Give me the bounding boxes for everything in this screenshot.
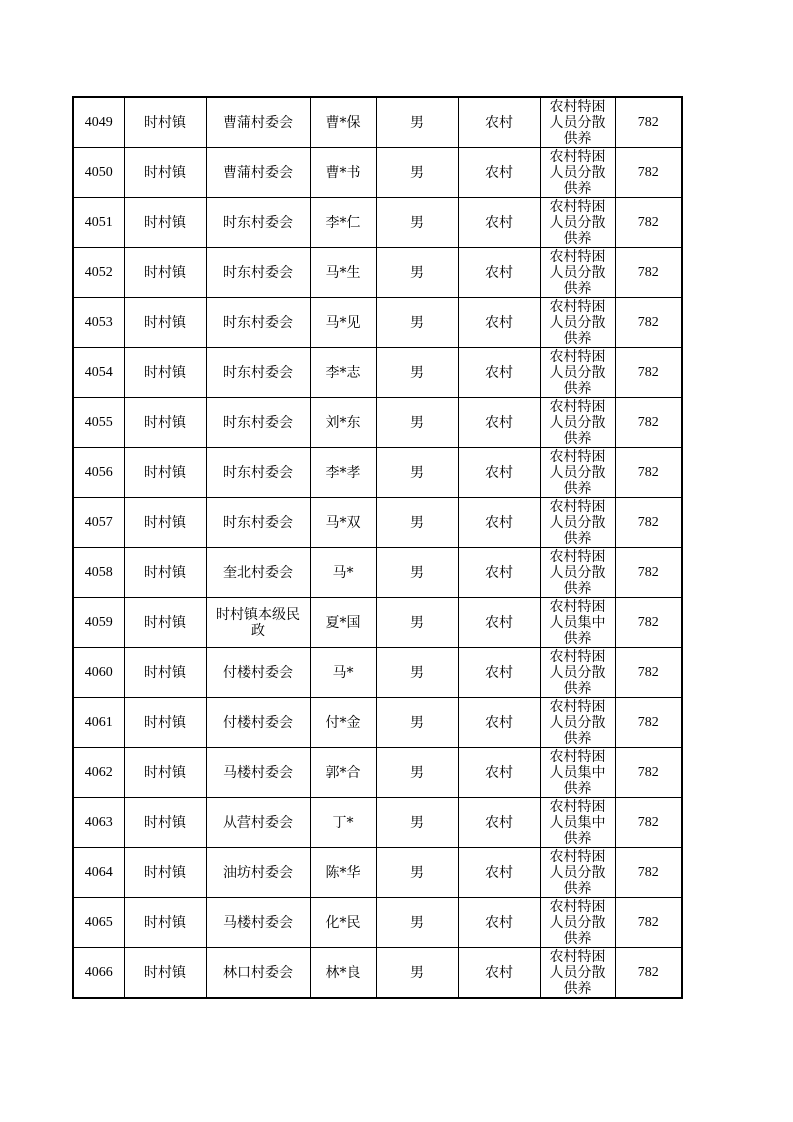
gender-cell: 男 <box>376 198 458 248</box>
support-type-cell <box>540 148 615 198</box>
area-type-cell: 农村 <box>458 598 540 648</box>
town-cell: 时村镇 <box>124 648 206 698</box>
village-committee-cell <box>206 448 310 498</box>
gender-cell: 男 <box>376 298 458 348</box>
village-committee-cell <box>206 298 310 348</box>
record-id-cell: 4052 <box>73 248 124 298</box>
support-type-cell <box>540 898 615 948</box>
person-name-cell: 马* <box>310 648 376 698</box>
village-committee-cell <box>206 898 310 948</box>
record-id-cell: 4054 <box>73 348 124 398</box>
area-type-cell: 农村 <box>458 348 540 398</box>
support-type-text: 农村特困人员分散供养 <box>549 349 606 397</box>
village-committee-text: 时东村委会 <box>223 314 293 331</box>
amount-cell: 782 <box>615 348 682 398</box>
support-type-cell <box>540 248 615 298</box>
support-type-cell <box>540 97 615 148</box>
village-committee-cell <box>206 498 310 548</box>
area-type-cell: 农村 <box>458 148 540 198</box>
table-row <box>73 848 682 898</box>
support-type-text: 农村特困人员分散供养 <box>549 449 606 497</box>
support-type-text: 农村特困人员分散供养 <box>549 149 606 197</box>
area-type-cell: 农村 <box>458 698 540 748</box>
village-committee-text: 时东村委会 <box>223 214 293 231</box>
support-type-cell <box>540 948 615 999</box>
town-cell: 时村镇 <box>124 848 206 898</box>
table-row <box>73 948 682 999</box>
area-type-cell: 农村 <box>458 748 540 798</box>
village-committee-cell <box>206 698 310 748</box>
support-type-cell <box>540 698 615 748</box>
table-row <box>73 798 682 848</box>
area-type-cell: 农村 <box>458 248 540 298</box>
support-type-text: 农村特困人员分散供养 <box>549 699 606 747</box>
village-committee-text: 油坊村委会 <box>223 864 293 881</box>
amount-cell: 782 <box>615 748 682 798</box>
village-committee-text: 时东村委会 <box>223 264 293 281</box>
town-cell: 时村镇 <box>124 148 206 198</box>
support-type-cell <box>540 348 615 398</box>
village-committee-text: 时东村委会 <box>223 464 293 481</box>
record-id-cell: 4049 <box>73 97 124 148</box>
town-cell: 时村镇 <box>124 748 206 798</box>
table-row <box>73 648 682 698</box>
town-cell: 时村镇 <box>124 798 206 848</box>
village-committee-cell <box>206 348 310 398</box>
recipient-table <box>72 96 683 999</box>
person-name-cell: 马*见 <box>310 298 376 348</box>
village-committee-cell <box>206 398 310 448</box>
village-committee-cell <box>206 848 310 898</box>
person-name-cell: 丁* <box>310 798 376 848</box>
gender-cell: 男 <box>376 848 458 898</box>
town-cell: 时村镇 <box>124 548 206 598</box>
table-row <box>73 898 682 948</box>
person-name-cell: 李*孝 <box>310 448 376 498</box>
table-body <box>73 97 682 998</box>
town-cell: 时村镇 <box>124 248 206 298</box>
amount-cell: 782 <box>615 498 682 548</box>
town-cell: 时村镇 <box>124 898 206 948</box>
table-row <box>73 248 682 298</box>
support-type-cell <box>540 748 615 798</box>
amount-cell: 782 <box>615 648 682 698</box>
village-committee-cell <box>206 548 310 598</box>
record-id-cell: 4055 <box>73 398 124 448</box>
record-id-cell: 4059 <box>73 598 124 648</box>
support-type-cell <box>540 598 615 648</box>
area-type-cell: 农村 <box>458 298 540 348</box>
person-name-cell: 化*民 <box>310 898 376 948</box>
village-committee-text: 曹蒲村委会 <box>223 164 293 181</box>
amount-cell: 782 <box>615 548 682 598</box>
gender-cell: 男 <box>376 97 458 148</box>
village-committee-text: 马楼村委会 <box>223 914 293 931</box>
amount-cell: 782 <box>615 948 682 999</box>
record-id-cell: 4065 <box>73 898 124 948</box>
table-row <box>73 348 682 398</box>
support-type-text: 农村特困人员集中供养 <box>549 599 606 647</box>
person-name-cell: 郭*合 <box>310 748 376 798</box>
amount-cell: 782 <box>615 148 682 198</box>
town-cell: 时村镇 <box>124 698 206 748</box>
amount-cell: 782 <box>615 248 682 298</box>
gender-cell: 男 <box>376 748 458 798</box>
person-name-cell: 林*良 <box>310 948 376 999</box>
village-committee-text: 林口村委会 <box>223 964 293 981</box>
village-committee-cell <box>206 798 310 848</box>
person-name-cell: 刘*东 <box>310 398 376 448</box>
person-name-cell: 马* <box>310 548 376 598</box>
amount-cell: 782 <box>615 398 682 448</box>
table-row <box>73 698 682 748</box>
village-committee-text: 时东村委会 <box>223 364 293 381</box>
support-type-text: 农村特困人员集中供养 <box>549 749 606 797</box>
record-id-cell: 4066 <box>73 948 124 999</box>
support-type-cell <box>540 548 615 598</box>
table-row <box>73 97 682 148</box>
support-type-cell <box>540 648 615 698</box>
amount-cell: 782 <box>615 698 682 748</box>
amount-cell: 782 <box>615 898 682 948</box>
village-committee-text: 付楼村委会 <box>223 714 293 731</box>
area-type-cell: 农村 <box>458 798 540 848</box>
table-row <box>73 598 682 648</box>
gender-cell: 男 <box>376 898 458 948</box>
record-id-cell: 4051 <box>73 198 124 248</box>
record-id-cell: 4062 <box>73 748 124 798</box>
support-type-cell <box>540 198 615 248</box>
table-row <box>73 298 682 348</box>
support-type-cell <box>540 498 615 548</box>
town-cell: 时村镇 <box>124 398 206 448</box>
support-type-text: 农村特困人员分散供养 <box>549 299 606 347</box>
amount-cell: 782 <box>615 798 682 848</box>
support-type-text: 农村特困人员分散供养 <box>549 649 606 697</box>
person-name-cell: 付*金 <box>310 698 376 748</box>
support-type-text: 农村特困人员分散供养 <box>549 99 606 147</box>
village-committee-text: 时东村委会 <box>223 514 293 531</box>
amount-cell: 782 <box>615 598 682 648</box>
village-committee-cell <box>206 948 310 999</box>
area-type-cell: 农村 <box>458 198 540 248</box>
village-committee-cell <box>206 248 310 298</box>
village-committee-cell <box>206 198 310 248</box>
support-type-cell <box>540 798 615 848</box>
record-id-cell: 4057 <box>73 498 124 548</box>
record-id-cell: 4053 <box>73 298 124 348</box>
amount-cell: 782 <box>615 848 682 898</box>
record-id-cell: 4058 <box>73 548 124 598</box>
person-name-cell: 李*仁 <box>310 198 376 248</box>
person-name-cell: 陈*华 <box>310 848 376 898</box>
town-cell: 时村镇 <box>124 498 206 548</box>
area-type-cell: 农村 <box>458 498 540 548</box>
support-type-text: 农村特困人员分散供养 <box>549 199 606 247</box>
support-type-text: 农村特困人员分散供养 <box>549 899 606 947</box>
amount-cell: 782 <box>615 97 682 148</box>
support-type-text: 农村特困人员分散供养 <box>549 949 606 997</box>
person-name-cell: 曹*保 <box>310 97 376 148</box>
support-type-text: 农村特困人员集中供养 <box>549 799 606 847</box>
area-type-cell: 农村 <box>458 448 540 498</box>
town-cell: 时村镇 <box>124 598 206 648</box>
area-type-cell: 农村 <box>458 648 540 698</box>
town-cell: 时村镇 <box>124 198 206 248</box>
gender-cell: 男 <box>376 648 458 698</box>
village-committee-cell <box>206 648 310 698</box>
village-committee-text: 奎北村委会 <box>223 564 293 581</box>
amount-cell: 782 <box>615 298 682 348</box>
gender-cell: 男 <box>376 448 458 498</box>
village-committee-cell <box>206 148 310 198</box>
gender-cell: 男 <box>376 498 458 548</box>
village-committee-text: 曹蒲村委会 <box>223 114 293 131</box>
amount-cell: 782 <box>615 448 682 498</box>
person-name-cell: 马*双 <box>310 498 376 548</box>
village-committee-cell <box>206 97 310 148</box>
support-type-text: 农村特困人员分散供养 <box>549 499 606 547</box>
town-cell: 时村镇 <box>124 97 206 148</box>
support-type-text: 农村特困人员分散供养 <box>549 399 606 447</box>
area-type-cell: 农村 <box>458 548 540 598</box>
area-type-cell: 农村 <box>458 398 540 448</box>
support-type-cell <box>540 448 615 498</box>
area-type-cell: 农村 <box>458 848 540 898</box>
table-row <box>73 498 682 548</box>
village-committee-text: 时东村委会 <box>223 414 293 431</box>
record-id-cell: 4060 <box>73 648 124 698</box>
support-type-text: 农村特困人员分散供养 <box>549 549 606 597</box>
area-type-cell: 农村 <box>458 97 540 148</box>
person-name-cell: 马*生 <box>310 248 376 298</box>
town-cell: 时村镇 <box>124 348 206 398</box>
support-type-cell <box>540 398 615 448</box>
table-row <box>73 448 682 498</box>
record-id-cell: 4061 <box>73 698 124 748</box>
village-committee-text: 马楼村委会 <box>223 764 293 781</box>
gender-cell: 男 <box>376 548 458 598</box>
area-type-cell: 农村 <box>458 898 540 948</box>
support-type-cell <box>540 848 615 898</box>
table-row <box>73 148 682 198</box>
table-row <box>73 748 682 798</box>
record-id-cell: 4064 <box>73 848 124 898</box>
gender-cell: 男 <box>376 148 458 198</box>
area-type-cell: 农村 <box>458 948 540 999</box>
gender-cell: 男 <box>376 248 458 298</box>
town-cell: 时村镇 <box>124 448 206 498</box>
person-name-cell: 夏*国 <box>310 598 376 648</box>
gender-cell: 男 <box>376 798 458 848</box>
village-committee-text: 从营村委会 <box>223 814 293 831</box>
support-type-text: 农村特困人员分散供养 <box>549 249 606 297</box>
gender-cell: 男 <box>376 348 458 398</box>
support-type-cell <box>540 298 615 348</box>
gender-cell: 男 <box>376 948 458 999</box>
record-id-cell: 4050 <box>73 148 124 198</box>
record-id-cell: 4056 <box>73 448 124 498</box>
support-type-text: 农村特困人员分散供养 <box>549 849 606 897</box>
record-id-cell: 4063 <box>73 798 124 848</box>
person-name-cell: 李*志 <box>310 348 376 398</box>
table-row <box>73 198 682 248</box>
town-cell: 时村镇 <box>124 298 206 348</box>
village-committee-cell <box>206 598 310 648</box>
table-row <box>73 398 682 448</box>
town-cell: 时村镇 <box>124 948 206 999</box>
village-committee-text: 时村镇本级民政 <box>216 606 300 639</box>
village-committee-text: 付楼村委会 <box>223 664 293 681</box>
amount-cell: 782 <box>615 198 682 248</box>
gender-cell: 男 <box>376 698 458 748</box>
person-name-cell: 曹*书 <box>310 148 376 198</box>
gender-cell: 男 <box>376 398 458 448</box>
village-committee-cell <box>206 748 310 798</box>
gender-cell: 男 <box>376 598 458 648</box>
table-row <box>73 548 682 598</box>
